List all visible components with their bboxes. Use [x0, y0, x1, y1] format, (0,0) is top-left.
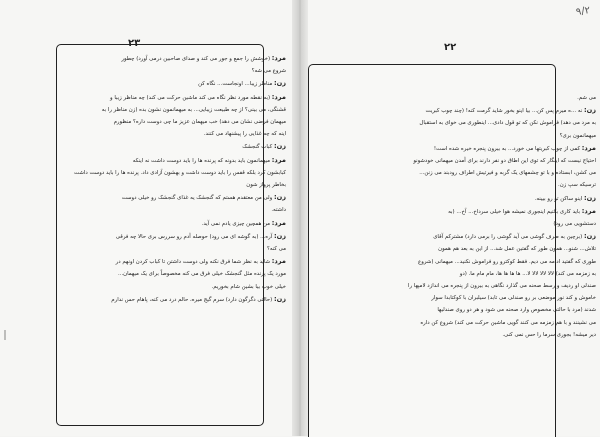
dialogue-text: خیلی خوب بیا بشین شام بخوریم.	[211, 283, 286, 290]
text-line	[314, 268, 596, 280]
text-line	[314, 104, 596, 117]
dialogue-text: آره... (به گوشه ای می رود) حوصله آدم رو سررس بری حالا چه فرقی	[115, 233, 274, 240]
dialogue-text: خاموش و کند نور موضعی بر رو صندلی می تابد) سیلبران با کوکتابدا سوار	[431, 295, 596, 302]
text-line	[314, 329, 596, 341]
speaker-label: مرد:	[271, 155, 286, 164]
right-page	[308, 0, 600, 436]
text-line	[6, 52, 286, 65]
text-line	[6, 91, 286, 104]
text-line	[6, 204, 286, 216]
dialogue-text: اینه که چه غذایی را پیشنهاد می کنند.	[203, 131, 286, 138]
dialogue-text: احتیاج نیست که اینگار که توی این اطاق دو نفر دارند برای آمدن میهمانی خودشونو	[413, 158, 596, 165]
dialogue-text: دیر میشه! بجوری سرما را حس نمی کنی.	[502, 331, 596, 338]
speaker-label: زن:	[273, 294, 286, 303]
text-line	[314, 155, 596, 167]
dialogue-text: من همچین چیزی یادم نمی آید.	[201, 220, 272, 227]
speaker-label: زن:	[583, 232, 596, 241]
dialogue-text: صندلی او ردیف و رسط صحنه می گذارد نگاهی به بیرون از پنجره می اندازد لامپها را	[407, 283, 596, 290]
text-line	[6, 104, 286, 116]
text-line	[6, 140, 286, 153]
dialogue-text: تلاش... شنو... همون طور که گفتین عمل شد... از این به بعد هم همون	[438, 246, 596, 253]
text-line	[6, 128, 286, 140]
page-number: ۲۲	[444, 42, 457, 53]
book-gutter	[292, 0, 308, 436]
dialogue-text: کبابشون کرد بلکه قفس را باید دوست داشت و بهشون آزادی داد. پرنده ها را باید دوست داشت	[74, 169, 286, 176]
text-line	[6, 293, 286, 306]
dialogue-text: به زمزمه می کند) لالا لالا لالا لا... ها ها ها ها، مام مام ما. (دو	[459, 270, 596, 277]
text-line	[6, 230, 286, 243]
dialogue-text: (خوشش را جمع و جور می کند و صدای صاحبین درمی آورد) چطور	[121, 56, 272, 62]
speaker-label: مرد:	[581, 206, 596, 215]
dialogue-text: میهمانمون باید بدونه که پرنده ها را باید دوست داشت نه اینکه	[132, 157, 272, 164]
dialogue-text: باید کاری بکنیم اینجوری نمیشه هوا خیلی سرداخ... آخ... (به	[448, 208, 582, 215]
text-line	[314, 218, 596, 230]
dialogue-text: شاید به نظر شما فرق نکنه ولی دوست داشتن تا کباب کردن اونهم در	[115, 259, 272, 266]
speaker-label: مرد:	[581, 143, 596, 152]
dialogue-text: دستشویی می رود)	[553, 221, 596, 228]
dialogue-text: می کنه؟	[266, 246, 286, 253]
dialogue-text: میهمان فرضی نشان می دهد) خب میهمان عزیز ما چی دوست داره؟ منظورم	[113, 119, 286, 126]
text-line	[6, 116, 286, 128]
speaker-label: مرد:	[271, 92, 286, 101]
dialogue-text: طوری که گفتید ادامه می دیم. فقط کوکترو رو فراموش نکنید... میهمانی (شروع	[418, 258, 596, 265]
text-line	[314, 167, 596, 179]
text-line	[314, 130, 596, 142]
text-line	[6, 268, 286, 280]
text-line	[6, 154, 286, 167]
text-line	[314, 317, 596, 329]
dialogue-text: ولی من معتقدم هستم که گنجشک یه غذای گنجشک رو خیلی دوست	[121, 195, 274, 202]
dialogue-text: قشنگی، می بینی؟ از چه طبیعت زیبایی... به میهمانمون نشون بده (زن مناظر را به	[101, 106, 286, 113]
dialogue-text: (برچین به طرف گوشی می آید گوشی را برمی دارد) مشترکم آقای	[433, 234, 584, 241]
speaker-label: زن:	[273, 231, 286, 240]
dialogue-text: مورد یک پرنده مثل گنجشک خیلی فرق می کنه مخصوصاً برای یک میهمان...	[118, 271, 286, 278]
text-line	[314, 142, 596, 155]
dialogue-text: میهمانمون بری؟	[559, 132, 596, 139]
dialogue-text: می کشن، ابستاده و با تو چشمهای یک گربه و فیرتیش اطراف رودبند می زنن...	[419, 170, 596, 177]
dialogue-text: شدند (مرد با حالتی مخصوص وارد صحنه می شود و هر دو روی صندلیها	[437, 307, 596, 314]
dialogue-text: مناظر زیبا... اونجاست... نگاه کن	[198, 81, 274, 88]
speaker-label: زن:	[273, 193, 286, 202]
text-line	[314, 117, 596, 129]
text-line	[6, 191, 286, 204]
dialogue-text: (حالتی دگرگون دارد) سرم گیج میره، حالم درد می کنه، پاهام حس ندارم	[111, 296, 274, 303]
text-line	[314, 179, 596, 191]
dialogue-text: کباب گنجشک	[242, 144, 274, 151]
text-line	[314, 92, 596, 104]
page-body-text	[314, 92, 596, 341]
page-body-text	[6, 52, 286, 306]
dialogue-text: نه ...ه میرم پس کن... بیا اینو بخور شاید گرمت کنه! (چند چوب کبریت	[425, 108, 584, 115]
speaker-label: زن:	[583, 193, 596, 202]
page-scuff	[4, 330, 6, 340]
speaker-label: مرد:	[271, 54, 286, 62]
text-line	[314, 230, 596, 243]
text-line	[314, 280, 596, 292]
dialogue-text: کمی از چوب کبریتها می خورد... به بیرون پنجره خیره شده است!	[433, 145, 582, 152]
text-line	[6, 77, 286, 90]
dialogue-text: داشته.	[271, 207, 286, 214]
text-line	[6, 217, 286, 230]
text-line	[6, 243, 286, 255]
text-line	[314, 192, 596, 205]
text-line	[6, 179, 286, 191]
dialogue-text: می شم.	[577, 95, 596, 101]
text-line	[314, 205, 596, 218]
text-line	[6, 281, 286, 293]
speaker-label: زن:	[273, 142, 286, 151]
dialogue-text: (به نقطه مورد نظر نگاه می کند ماشین حرکت می کند) چه مناظر زیبا و	[110, 94, 272, 101]
dialogue-text: ترسیکه سپ زن.	[558, 182, 596, 189]
text-line	[314, 243, 596, 255]
speaker-label: زن:	[583, 106, 596, 115]
text-line	[314, 304, 596, 316]
dialogue-text: شروع می شه؟	[251, 68, 286, 75]
left-page	[0, 0, 292, 436]
speaker-label: مرد:	[271, 257, 286, 266]
text-line	[6, 65, 286, 77]
dialogue-text: به مرد می دهد) فراموش نکن که تو قول دادی... اینطوری می خوای به استقبال	[419, 120, 596, 127]
text-line	[314, 256, 596, 268]
page-number: ۲۳	[128, 38, 141, 49]
text-line	[6, 255, 286, 268]
text-line	[6, 167, 286, 179]
speaker-label: زن:	[273, 79, 286, 88]
dialogue-text: می نشینند و با هم زمزمه می کنند گویی ماشین حرکت می کند) شروع کن داره	[420, 319, 596, 326]
dialogue-text: اینو ساکن تو رو بیینه.	[534, 195, 584, 202]
text-line	[314, 292, 596, 304]
handwritten-page-mark: ۹/۲	[575, 5, 591, 18]
speaker-label: مرد:	[271, 218, 286, 227]
dialogue-text: بخاطر پرواز شون	[246, 182, 286, 189]
